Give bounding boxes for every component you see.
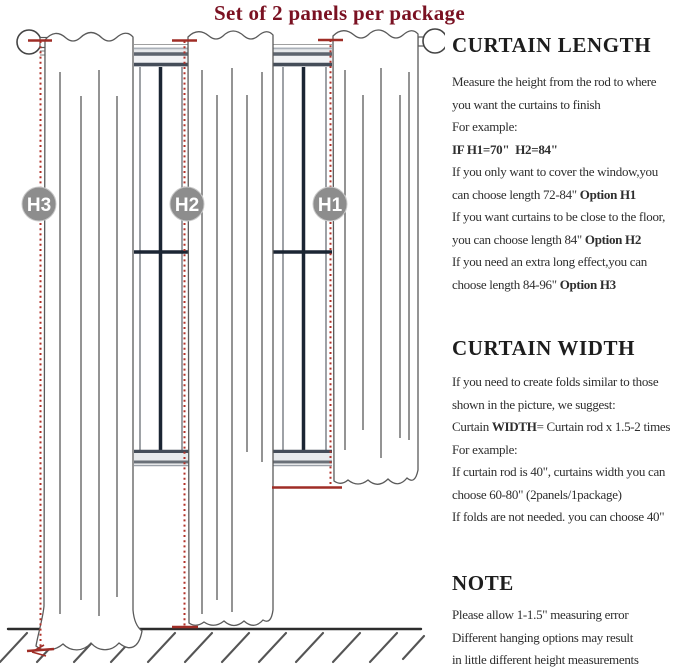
text-segment: Option H1 xyxy=(579,186,636,202)
text-line xyxy=(452,116,678,139)
text-line xyxy=(452,139,678,162)
section-heading: CURTAIN WIDTH xyxy=(452,336,636,360)
label-h3 xyxy=(22,187,56,221)
section-curtain-length xyxy=(452,33,678,296)
curtain-panel-h3 xyxy=(36,33,142,651)
text-line xyxy=(452,461,678,484)
text-segment: shown in the picture, we suggest: xyxy=(452,396,616,412)
rod-finial-right xyxy=(418,29,445,53)
section-heading: NOTE xyxy=(452,571,514,595)
text-segment: Please allow 1-1.5" measuring error xyxy=(452,607,629,622)
text-segment: For example: xyxy=(452,119,518,134)
text-segment: can choose length 72-84" xyxy=(452,186,580,202)
text-segment: IF H1=70" H2=84" xyxy=(452,141,558,157)
text-segment: choose length 84-96" xyxy=(452,276,560,292)
text-line xyxy=(452,649,678,671)
text-line xyxy=(452,627,678,650)
page-title: Set of 2 panels per package xyxy=(214,1,465,25)
text-line xyxy=(452,439,678,462)
text-segment: Option H3 xyxy=(559,276,616,292)
text-segment: If curtain rod is 40", curtains width you can xyxy=(452,464,666,479)
text-line xyxy=(452,416,678,439)
section-body xyxy=(452,604,678,671)
text-segment: you can choose length 84" xyxy=(452,231,585,247)
text-line xyxy=(452,161,678,184)
text-segment: in little different height measurements xyxy=(452,652,639,667)
text-segment: If you only want to cover the window,you xyxy=(452,164,658,179)
text-line xyxy=(452,274,678,297)
text-line xyxy=(452,484,678,507)
text-segment: If you need an extra long effect,you can xyxy=(452,254,647,269)
rod-finial-left xyxy=(17,30,49,55)
section-body xyxy=(452,71,678,296)
section-heading: CURTAIN LENGTH xyxy=(452,33,652,57)
text-segment: Measure the height from the rod to where xyxy=(452,74,657,89)
section-note xyxy=(452,571,678,671)
text-line xyxy=(452,251,678,274)
curtain-panel-h1 xyxy=(333,30,418,484)
text-segment: Different hanging options may result xyxy=(452,629,634,645)
label-h2-text: H2 xyxy=(174,195,200,216)
text-segment: Option H2 xyxy=(584,231,642,247)
text-segment: Curtain xyxy=(452,419,492,434)
text-line xyxy=(452,229,678,252)
section-body xyxy=(452,371,678,529)
text-line xyxy=(452,206,678,229)
label-h3-text: H3 xyxy=(26,195,52,216)
text-line xyxy=(452,604,678,627)
label-h1-text: H1 xyxy=(317,195,343,216)
text-line xyxy=(452,94,678,117)
curtain-panel-h2 xyxy=(188,31,273,626)
text-segment: For example: xyxy=(452,441,518,457)
text-segment: If folds are not needed. you can choose 40" xyxy=(452,509,665,524)
text-segment: If you want curtains to be close to the floor, xyxy=(452,209,666,224)
text-line xyxy=(452,371,678,394)
text-line xyxy=(452,506,678,529)
text-segment: you want the curtains to finish xyxy=(452,96,601,112)
label-h2 xyxy=(170,187,204,221)
text-segment: If you need to create folds similar to those xyxy=(452,374,659,389)
text-segment: WIDTH xyxy=(491,419,537,434)
text-segment: = Curtain rod x 1.5-2 times xyxy=(536,419,671,434)
text-line xyxy=(452,184,678,207)
section-curtain-width xyxy=(452,336,678,529)
text-line xyxy=(452,394,678,417)
text-segment: choose 60-80" (2panels/1package) xyxy=(452,486,622,502)
label-h1 xyxy=(313,187,347,221)
text-line xyxy=(452,71,678,94)
